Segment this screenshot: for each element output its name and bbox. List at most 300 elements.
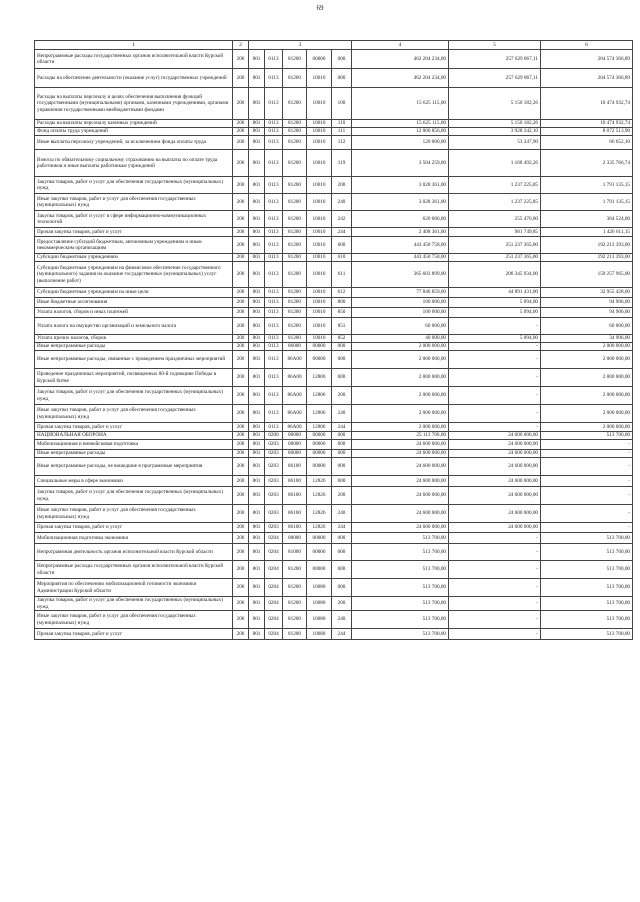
table-row xyxy=(35,136,633,150)
row-name: Закупка товаров, работ и услуг для обеспечения государственных (муниципальных) нужд xyxy=(35,177,233,194)
row-value-approved: 77 846 859,00 xyxy=(352,288,449,298)
row-code-direction: 12806 xyxy=(307,387,332,405)
row-value-approved: 513 700,00 xyxy=(352,544,449,561)
table-row xyxy=(35,533,633,544)
row-value-remaining: 94 906,00 xyxy=(541,298,633,308)
row-code-expense-type: 200 xyxy=(332,177,352,194)
column-number-row xyxy=(35,41,633,50)
row-code-section: 801 xyxy=(249,50,265,69)
row-code-direction: 00000 xyxy=(307,432,332,440)
row-code-subsection: 0204 xyxy=(265,629,283,640)
row-name: Уплата налога на имущество организаций и земельного налога xyxy=(35,318,233,335)
row-value-executed: - xyxy=(449,629,541,640)
row-code-subsection: 0203 xyxy=(265,523,283,533)
row-code-admin: 200 xyxy=(233,369,249,387)
row-code-expense-type: 244 xyxy=(332,228,352,237)
row-code-subsection: 0113 xyxy=(265,177,283,194)
row-value-executed: 1 237 225,85 xyxy=(449,194,541,211)
row-code-program: 81200 xyxy=(283,69,307,88)
row-code-direction: 12806 xyxy=(307,423,332,432)
row-code-program: 81200 xyxy=(283,629,307,640)
row-value-approved: 3 028 361,00 xyxy=(352,194,449,211)
row-code-admin: 200 xyxy=(233,458,249,476)
row-value-remaining: 2 000 000,00 xyxy=(541,423,633,432)
row-value-remaining: 513 700,00 xyxy=(541,533,633,544)
row-value-executed: 251 237 365,00 xyxy=(449,254,541,262)
row-code-section: 801 xyxy=(249,387,265,405)
row-value-approved: 2 000 000,00 xyxy=(352,423,449,432)
row-value-executed: 24 600 000,00 xyxy=(449,487,541,505)
row-code-section: 801 xyxy=(249,611,265,629)
row-code-subsection: 0203 xyxy=(265,487,283,505)
table-row xyxy=(35,611,633,629)
row-name: Фонд оплаты труда учреждений xyxy=(35,128,233,136)
row-code-admin: 200 xyxy=(233,194,249,211)
row-code-expense-type: 000 xyxy=(332,69,352,88)
row-code-section: 801 xyxy=(249,136,265,150)
row-value-executed: 257 629 867,11 xyxy=(449,69,541,88)
row-code-admin: 200 xyxy=(233,120,249,128)
row-code-direction: 00000 xyxy=(307,351,332,369)
row-value-approved: 60 000,00 xyxy=(352,318,449,335)
row-code-section: 801 xyxy=(249,440,265,450)
column-header-2: 2 xyxy=(233,41,249,50)
row-code-section: 801 xyxy=(249,405,265,423)
table-row xyxy=(35,128,633,136)
row-code-direction: 00000 xyxy=(307,343,332,351)
row-code-section: 801 xyxy=(249,237,265,254)
table-row xyxy=(35,505,633,523)
row-code-direction: 10010 xyxy=(307,335,332,343)
row-value-executed: - xyxy=(449,351,541,369)
row-value-executed: - xyxy=(449,405,541,423)
row-value-remaining: 192 213 393,00 xyxy=(541,237,633,254)
row-code-direction: 12826 xyxy=(307,487,332,505)
row-value-remaining: 94 906,00 xyxy=(541,308,633,318)
row-value-executed: - xyxy=(449,579,541,597)
row-name: Иные закупки товаров, работ и услуг для обеспечения государственных (муниципальных) нужд xyxy=(35,405,233,423)
row-code-section: 801 xyxy=(249,69,265,88)
row-value-approved: 462 204 234,00 xyxy=(352,50,449,69)
row-code-direction: 12806 xyxy=(307,369,332,387)
row-code-expense-type: 110 xyxy=(332,120,352,128)
row-value-remaining: 513 700,00 xyxy=(541,561,633,579)
row-code-program: 86100 xyxy=(283,487,307,505)
row-code-expense-type: 119 xyxy=(332,150,352,177)
row-code-expense-type: 000 xyxy=(332,351,352,369)
table-row xyxy=(35,335,633,343)
row-code-program: 81200 xyxy=(283,150,307,177)
row-code-admin: 200 xyxy=(233,298,249,308)
row-code-subsection: 0204 xyxy=(265,611,283,629)
row-name: Расходы на обеспечение деятельности (оказание услуг) государственных учреждений xyxy=(35,69,233,88)
column-header-5: 5 xyxy=(449,41,541,50)
table-row xyxy=(35,476,633,487)
row-value-executed: 5 094,00 xyxy=(449,298,541,308)
row-code-expense-type: 000 xyxy=(332,476,352,487)
row-value-remaining: 2 000 000,00 xyxy=(541,405,633,423)
row-code-program: 00000 xyxy=(283,440,307,450)
row-code-expense-type: 850 xyxy=(332,308,352,318)
row-value-executed: 5 094,00 xyxy=(449,335,541,343)
row-value-executed: 981 749,85 xyxy=(449,228,541,237)
row-code-admin: 200 xyxy=(233,432,249,440)
row-name: Непрограммные расходы государственных органов исполнительной власти Курской области xyxy=(35,561,233,579)
row-code-program: 81200 xyxy=(283,318,307,335)
row-code-direction: 10010 xyxy=(307,211,332,228)
row-code-subsection: 0204 xyxy=(265,544,283,561)
table-row xyxy=(35,369,633,387)
row-value-executed: 53 347,90 xyxy=(449,136,541,150)
row-code-expense-type: 200 xyxy=(332,597,352,611)
row-code-admin: 200 xyxy=(233,387,249,405)
row-code-admin: 200 xyxy=(233,450,249,458)
row-code-subsection: 0203 xyxy=(265,458,283,476)
row-code-direction: 10010 xyxy=(307,288,332,298)
row-value-executed: 206 345 934,00 xyxy=(449,262,541,288)
row-code-admin: 200 xyxy=(233,476,249,487)
row-value-approved: 365 603 899,00 xyxy=(352,262,449,288)
row-value-approved: 24 600 000,00 xyxy=(352,523,449,533)
row-code-admin: 200 xyxy=(233,88,249,120)
row-code-direction: 10080 xyxy=(307,611,332,629)
table-row xyxy=(35,343,633,351)
row-name: Расходы на выплаты персоналу в целях обеспечения выполнения функций государственными (муниципальными) органами, казенными учреждениями, органами управления государственными внебюджетными фондами xyxy=(35,88,233,120)
table-row xyxy=(35,458,633,476)
row-code-admin: 200 xyxy=(233,254,249,262)
row-code-section: 801 xyxy=(249,505,265,523)
row-value-remaining: 513 700,00 xyxy=(541,611,633,629)
column-header-4: 4 xyxy=(352,41,449,50)
row-code-expense-type: 240 xyxy=(332,505,352,523)
row-code-subsection: 0113 xyxy=(265,50,283,69)
row-value-remaining: 10 474 932,74 xyxy=(541,88,633,120)
row-code-direction: 10010 xyxy=(307,237,332,254)
row-code-expense-type: 852 xyxy=(332,335,352,343)
row-value-remaining: 204 574 366,89 xyxy=(541,69,633,88)
row-code-admin: 200 xyxy=(233,318,249,335)
row-code-section: 801 xyxy=(249,487,265,505)
row-value-approved: 24 600 000,00 xyxy=(352,450,449,458)
row-value-executed: - xyxy=(449,318,541,335)
row-code-subsection: 0113 xyxy=(265,288,283,298)
table-row xyxy=(35,211,633,228)
row-code-admin: 200 xyxy=(233,629,249,640)
column-header-1: 1 xyxy=(35,41,233,50)
row-code-subsection: 0113 xyxy=(265,150,283,177)
table-row xyxy=(35,120,633,128)
row-value-approved: 120 000,00 xyxy=(352,136,449,150)
row-code-section: 801 xyxy=(249,476,265,487)
row-value-approved: 24 600 000,00 xyxy=(352,487,449,505)
row-code-section: 801 xyxy=(249,597,265,611)
row-value-executed: 257 629 867,11 xyxy=(449,50,541,69)
row-code-subsection: 0113 xyxy=(265,343,283,351)
row-value-approved: 2 000 000,00 xyxy=(352,343,449,351)
row-value-remaining: 192 213 393,00 xyxy=(541,254,633,262)
row-code-subsection: 0113 xyxy=(265,298,283,308)
row-code-program: 00000 xyxy=(283,432,307,440)
row-name: Иные закупки товаров, работ и услуг для обеспечения государственных (муниципальных) нужд xyxy=(35,194,233,211)
table-row xyxy=(35,237,633,254)
row-value-approved: 2 000 000,00 xyxy=(352,351,449,369)
row-value-approved: 15 625 115,00 xyxy=(352,120,449,128)
row-value-remaining: 513 700,00 xyxy=(541,579,633,597)
table-row xyxy=(35,561,633,579)
row-name: Прочая закупка товаров, работ и услуг xyxy=(35,228,233,237)
table-row xyxy=(35,288,633,298)
row-value-executed: 1 237 225,85 xyxy=(449,177,541,194)
row-code-program: 81200 xyxy=(283,298,307,308)
row-value-executed: 24 600 000,00 xyxy=(449,440,541,450)
row-value-executed: - xyxy=(449,387,541,405)
row-value-remaining: - xyxy=(541,476,633,487)
row-value-executed: 24 600 000,00 xyxy=(449,432,541,440)
row-value-approved: 513 700,00 xyxy=(352,629,449,640)
row-value-executed: - xyxy=(449,611,541,629)
row-value-remaining: 513 700,00 xyxy=(541,432,633,440)
row-value-approved: 24 600 000,00 xyxy=(352,440,449,450)
row-code-expense-type: 200 xyxy=(332,487,352,505)
row-code-expense-type: 611 xyxy=(332,262,352,288)
row-code-subsection: 0113 xyxy=(265,120,283,128)
row-code-program: 86100 xyxy=(283,505,307,523)
row-value-remaining: 1 791 135,15 xyxy=(541,177,633,194)
row-code-expense-type: 000 xyxy=(332,50,352,69)
row-code-program: 00000 xyxy=(283,533,307,544)
row-code-program: 81200 xyxy=(283,237,307,254)
row-code-admin: 200 xyxy=(233,150,249,177)
row-code-section: 801 xyxy=(249,523,265,533)
row-code-direction: 00000 xyxy=(307,440,332,450)
row-code-section: 801 xyxy=(249,262,265,288)
row-value-remaining: - xyxy=(541,505,633,523)
row-value-approved: 513 700,00 xyxy=(352,579,449,597)
row-code-section: 801 xyxy=(249,544,265,561)
row-code-admin: 200 xyxy=(233,351,249,369)
row-code-expense-type: 242 xyxy=(332,211,352,228)
row-code-direction: 10010 xyxy=(307,177,332,194)
row-code-admin: 200 xyxy=(233,343,249,351)
row-code-admin: 200 xyxy=(233,211,249,228)
row-code-expense-type: 100 xyxy=(332,88,352,120)
table-row xyxy=(35,544,633,561)
row-code-admin: 200 xyxy=(233,177,249,194)
row-value-executed: 5 150 182,26 xyxy=(449,120,541,128)
row-name: Закупка товаров, работ и услуг для обеспечения государственных (муниципальных) нужд xyxy=(35,387,233,405)
row-code-admin: 200 xyxy=(233,69,249,88)
row-value-executed: - xyxy=(449,533,541,544)
row-value-remaining: 513 700,00 xyxy=(541,544,633,561)
row-code-expense-type: 244 xyxy=(332,523,352,533)
row-value-approved: 24 600 000,00 xyxy=(352,505,449,523)
row-value-approved: 513 700,00 xyxy=(352,611,449,629)
row-name: Прочая закупка товаров, работ и услуг xyxy=(35,629,233,640)
row-name: Мобилизационная подготовка экономики xyxy=(35,533,233,544)
row-name: Непрограммные расходы государственных органов исполнительной власти Курской области xyxy=(35,50,233,69)
row-value-executed: 24 600 000,00 xyxy=(449,450,541,458)
table-row xyxy=(35,308,633,318)
row-value-approved: 2 000 000,00 xyxy=(352,405,449,423)
row-code-section: 801 xyxy=(249,561,265,579)
row-code-expense-type: 244 xyxy=(332,423,352,432)
row-code-subsection: 0113 xyxy=(265,308,283,318)
row-code-direction: 10080 xyxy=(307,629,332,640)
row-code-admin: 200 xyxy=(233,136,249,150)
row-value-approved: 40 000,00 xyxy=(352,335,449,343)
row-code-direction: 00000 xyxy=(307,458,332,476)
row-code-expense-type: 000 xyxy=(332,343,352,351)
row-value-remaining: 159 257 965,00 xyxy=(541,262,633,288)
row-value-remaining: - xyxy=(541,487,633,505)
row-name: Предоставление субсидий бюджетным, автономным учреждениям и иным некоммерческим организациям xyxy=(35,237,233,254)
row-name: Иные закупки товаров, работ и услуг для обеспечения государственных (муниципальных) нужд xyxy=(35,505,233,523)
row-code-program: 86А00 xyxy=(283,387,307,405)
row-code-direction: 10010 xyxy=(307,150,332,177)
row-code-subsection: 0113 xyxy=(265,262,283,288)
row-code-section: 801 xyxy=(249,211,265,228)
row-code-direction: 00000 xyxy=(307,544,332,561)
row-value-approved: 12 000 856,00 xyxy=(352,128,449,136)
row-code-subsection: 0113 xyxy=(265,254,283,262)
row-code-direction: 10010 xyxy=(307,120,332,128)
row-code-admin: 200 xyxy=(233,405,249,423)
table-row xyxy=(35,487,633,505)
row-code-expense-type: 244 xyxy=(332,629,352,640)
row-code-direction: 10010 xyxy=(307,262,332,288)
row-code-subsection: 0113 xyxy=(265,88,283,120)
row-code-section: 801 xyxy=(249,629,265,640)
row-code-subsection: 0203 xyxy=(265,505,283,523)
row-code-expense-type: 800 xyxy=(332,298,352,308)
row-code-admin: 200 xyxy=(233,262,249,288)
table-row xyxy=(35,50,633,69)
row-code-subsection: 0203 xyxy=(265,476,283,487)
row-code-subsection: 0113 xyxy=(265,194,283,211)
row-value-executed: 24 600 000,00 xyxy=(449,458,541,476)
table-row xyxy=(35,351,633,369)
row-code-program: 81200 xyxy=(283,579,307,597)
row-code-expense-type: 000 xyxy=(332,579,352,597)
row-code-program: 81200 xyxy=(283,88,307,120)
row-code-subsection: 0200 xyxy=(265,432,283,440)
row-code-program: 81200 xyxy=(283,194,307,211)
row-code-program: 86100 xyxy=(283,523,307,533)
table-row xyxy=(35,597,633,611)
row-code-section: 801 xyxy=(249,194,265,211)
row-value-approved: 443 450 758,00 xyxy=(352,254,449,262)
row-code-program: 81200 xyxy=(283,597,307,611)
row-value-remaining: - xyxy=(541,440,633,450)
row-value-remaining: 32 955 428,00 xyxy=(541,288,633,298)
row-name: Взносы по обязательному социальному страхованию на выплаты по оплате труда работников и иные выплаты работникам учреждений xyxy=(35,150,233,177)
row-value-executed: 3 928 342,10 xyxy=(449,128,541,136)
row-code-program: 86100 xyxy=(283,458,307,476)
row-name: Проведение праздничных мероприятий, посвященных 80-й годовщине Победы в Курской битве xyxy=(35,369,233,387)
row-code-subsection: 0113 xyxy=(265,387,283,405)
row-value-remaining: 2 000 000,00 xyxy=(541,351,633,369)
row-value-remaining: 8 072 513,90 xyxy=(541,128,633,136)
row-code-program: 86А00 xyxy=(283,369,307,387)
row-code-subsection: 0113 xyxy=(265,351,283,369)
row-code-direction: 10010 xyxy=(307,136,332,150)
row-code-section: 801 xyxy=(249,288,265,298)
row-value-remaining: 2 000 000,00 xyxy=(541,369,633,387)
table-row xyxy=(35,262,633,288)
row-code-subsection: 0113 xyxy=(265,405,283,423)
row-code-program: 81200 xyxy=(283,308,307,318)
row-name: Закупка товаров, работ и услуг в сфере информационно-коммуникационных технологий xyxy=(35,211,233,228)
row-code-expense-type: 610 xyxy=(332,254,352,262)
row-value-remaining: - xyxy=(541,450,633,458)
row-name: Прочая закупка товаров, работ и услуг xyxy=(35,523,233,533)
row-value-executed: 251 237 365,00 xyxy=(449,237,541,254)
row-value-executed: - xyxy=(449,343,541,351)
table-row xyxy=(35,432,633,440)
row-code-program: 81200 xyxy=(283,335,307,343)
row-code-expense-type: 000 xyxy=(332,450,352,458)
row-code-section: 801 xyxy=(249,343,265,351)
row-code-expense-type: 000 xyxy=(332,533,352,544)
row-code-subsection: 0113 xyxy=(265,69,283,88)
row-code-program: 81200 xyxy=(283,136,307,150)
row-name: Иные закупки товаров, работ и услуг для обеспечения государственных (муниципальных) нужд xyxy=(35,611,233,629)
row-code-direction: 10010 xyxy=(307,298,332,308)
row-code-subsection: 0203 xyxy=(265,450,283,458)
row-value-executed: - xyxy=(449,561,541,579)
row-name: Иные непрограммные расходы, связанные с проведением праздничных мероприятий xyxy=(35,351,233,369)
row-name: Расходы на выплаты персоналу казенных учреждений xyxy=(35,120,233,128)
row-value-remaining: 1 791 135,15 xyxy=(541,194,633,211)
row-code-expense-type: 851 xyxy=(332,318,352,335)
row-value-approved: 100 000,00 xyxy=(352,298,449,308)
table-row xyxy=(35,629,633,640)
row-code-subsection: 0113 xyxy=(265,369,283,387)
row-code-program: 81200 xyxy=(283,611,307,629)
row-value-approved: 513 700,00 xyxy=(352,597,449,611)
row-code-program: 81200 xyxy=(283,211,307,228)
row-code-admin: 200 xyxy=(233,237,249,254)
row-code-subsection: 0204 xyxy=(265,561,283,579)
row-value-approved: 3 504 259,00 xyxy=(352,150,449,177)
row-value-remaining: 10 474 932,74 xyxy=(541,120,633,128)
row-code-admin: 200 xyxy=(233,544,249,561)
row-code-direction: 00000 xyxy=(307,50,332,69)
row-value-executed: 44 891 431,00 xyxy=(449,288,541,298)
row-code-section: 801 xyxy=(249,369,265,387)
row-name: Иные выплаты персоналу учреждений, за исключением фонда оплаты труда xyxy=(35,136,233,150)
row-code-program: 81000 xyxy=(283,544,307,561)
row-code-expense-type: 612 xyxy=(332,288,352,298)
row-code-subsection: 0203 xyxy=(265,440,283,450)
budget-table xyxy=(34,40,633,640)
row-name: Иные непрограммные расходы, не вошедшие в программные мероприятия xyxy=(35,458,233,476)
row-value-approved: 513 700,00 xyxy=(352,561,449,579)
row-value-executed: 5 150 182,26 xyxy=(449,88,541,120)
row-value-remaining: - xyxy=(541,458,633,476)
row-value-remaining: 34 906,00 xyxy=(541,335,633,343)
row-code-admin: 200 xyxy=(233,579,249,597)
table-row xyxy=(35,228,633,237)
table-row xyxy=(35,194,633,211)
row-code-direction: 10010 xyxy=(307,308,332,318)
row-value-approved: 15 625 115,00 xyxy=(352,88,449,120)
table-row xyxy=(35,88,633,120)
row-code-subsection: 0113 xyxy=(265,318,283,335)
table-row xyxy=(35,450,633,458)
row-code-program: 86000 xyxy=(283,450,307,458)
row-value-executed: 24 600 000,00 xyxy=(449,476,541,487)
